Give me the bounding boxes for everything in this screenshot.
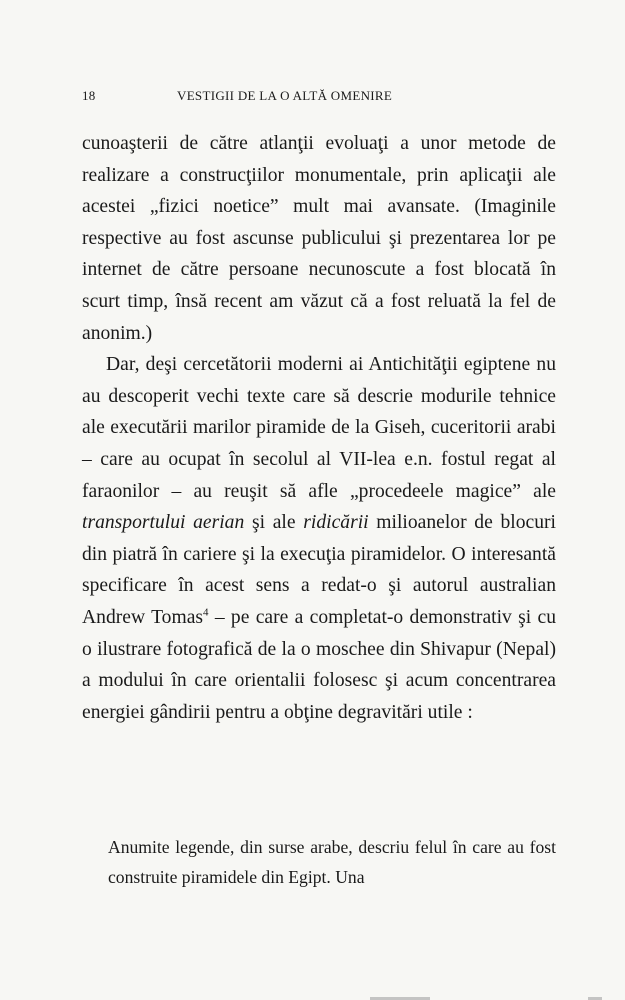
paragraph-1-text: cunoaşterii de către atlanţii evoluaţi a unor metode de realizare a construcţiilor monumentale, prin aplicaţii ale acestei „fizici noetice” mult mai avansate. (Imaginile respective au fost ascunse publicului şi prezentarea lor pe internet de către persoane necunoscute a fost blocată în scurt timp, însă recent am văzut că a fost reluată la fel de anonim.): [82, 133, 556, 344]
paragraph: [82, 349, 556, 728]
running-head: [82, 88, 562, 108]
block-quote: [108, 832, 556, 892]
paragraph: [82, 128, 556, 349]
paragraph-2-text-2: şi ale: [244, 512, 304, 534]
paragraph-2-text-3: milioanelor de blocuri din piatră în cariere şi la execuţia piramidelor. O interesantă specificare în acest sens a redat-o şi autorul australian Andrew Tomas: [82, 512, 556, 628]
paragraph-2-text-4: – pe care a completat-o demonstrativ şi cu o ilustrare fotografică de la o moschee din Shivapur (Nepal) a modului în care orientalii folosesc şi acum concentrarea energiei gândirii pentru a obţine degravitări utile :: [82, 606, 556, 723]
italic-phrase-transport: transportului aerian: [82, 512, 245, 534]
page-number: 18: [82, 88, 96, 103]
quote-text: Anumite legende, din surse arabe, descriu felul în care au fost construite piramidele din Egipt. Una: [108, 837, 556, 887]
italic-phrase-ridicare: ridicării: [303, 512, 369, 534]
paragraph-2-text-1: Dar, deşi cercetătorii moderni ai Antichităţii egiptene nu au descoperit vechi texte care să descrie modurile tehnice ale executării marilor piramide de la Giseh, cuceritorii arabi – care au ocupat în secolul al VII-lea e.n. fostul regat al faraonilor – au reuşit să afle „procedeele magice” ale: [82, 354, 556, 502]
body-text: [82, 128, 556, 728]
running-title: VESTIGII DE LA O ALTĂ OMENIRE: [177, 88, 393, 103]
footnote-reference[interactable]: 4: [203, 606, 209, 619]
